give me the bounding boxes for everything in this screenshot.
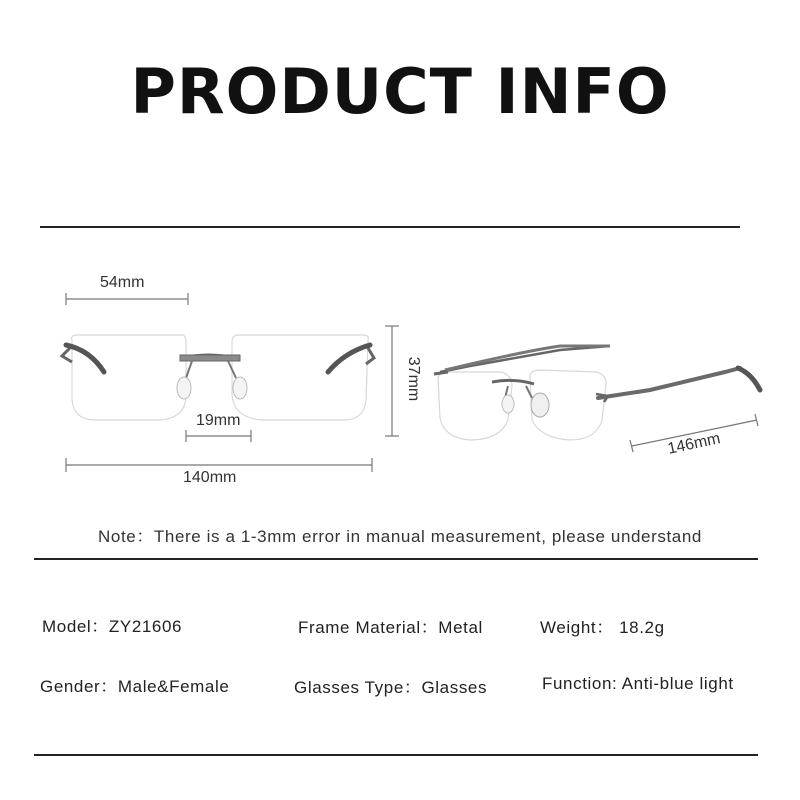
measurement-note: Note：There is a 1-3mm error in manual measurement, please understand [98,527,702,546]
spec-model: Model：ZY21606 [42,617,183,636]
left-hinge [62,348,72,362]
middle-divider [34,558,758,560]
lens-width-label: 54mm [100,274,145,291]
bottom-divider [34,754,758,756]
near-temple-tip [738,368,760,390]
near-temple [598,368,740,398]
right-temple-tip [328,345,370,372]
spec-weight: Weight： 18.2g [540,618,665,637]
frame-width-label: 140mm [183,469,237,486]
side-bridge [492,380,534,384]
spec-frame-material: Frame Material：Metal [298,618,483,637]
front-view-glasses [62,335,374,420]
side-view-glasses [434,346,760,440]
right-lens [232,335,368,420]
left-lens [72,335,186,420]
lens-height-label: 37mm [405,356,422,402]
spec-function: Function: Anti-blue light [542,674,734,693]
bridge-width-label: 19mm [196,412,241,429]
temple-length-label: 146mm [666,430,722,458]
right-nose-pad [233,377,247,399]
page-title: PRODUCT INFO [130,55,670,128]
spec-gender: Gender：Male&Female [40,677,230,696]
left-nose-pad [177,377,191,399]
spec-glasses-type: Glasses Type：Glasses [294,678,488,697]
